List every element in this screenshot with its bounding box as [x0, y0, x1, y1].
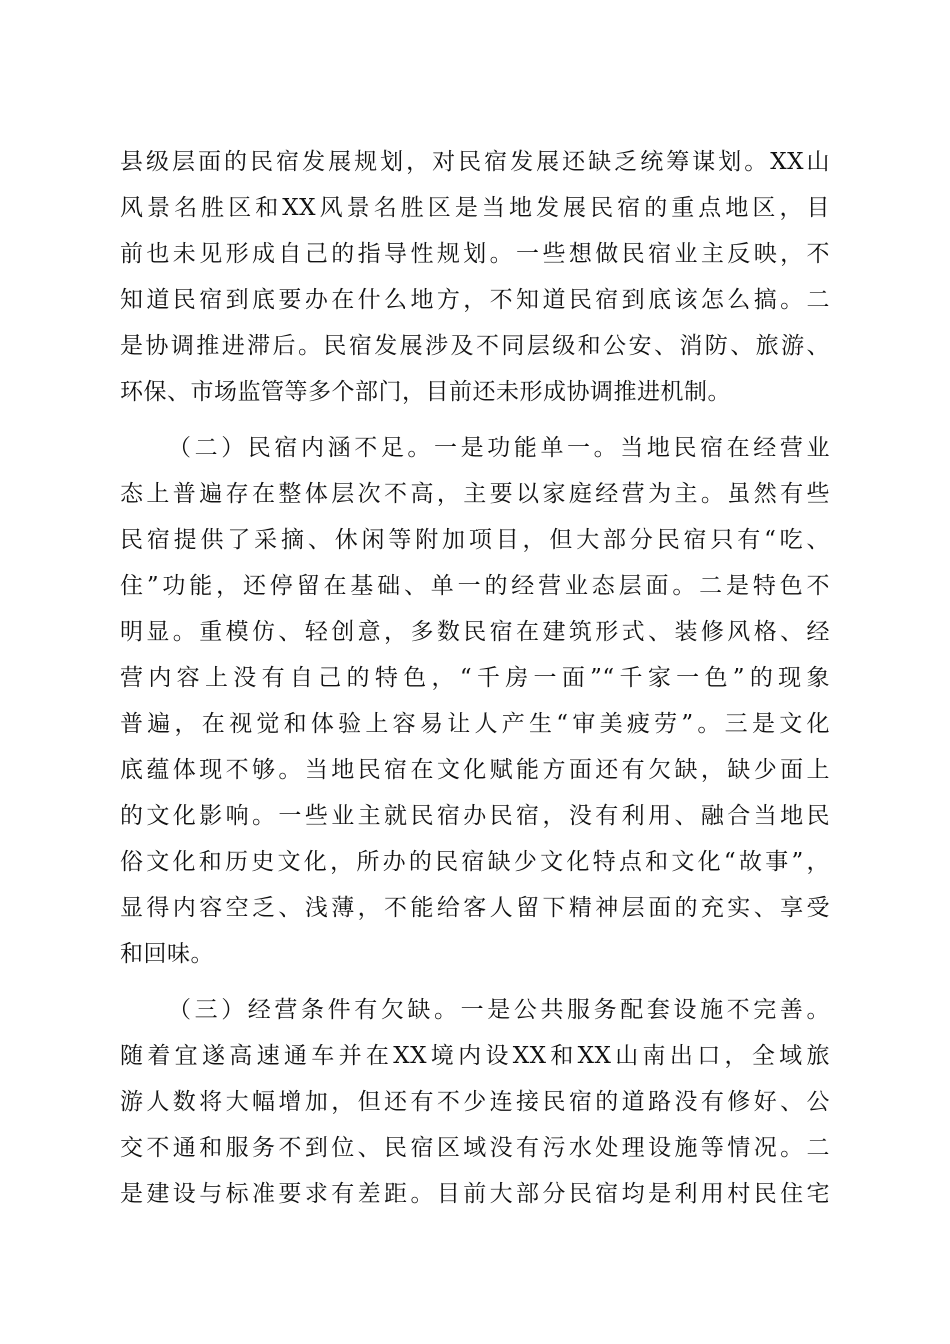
text-line: 环保、市场监管等多个部门，目前还未形成协调推进机制。: [120, 379, 731, 405]
text-line: 民宿提供了采摘、休闲等附加项目，但大部分民宿只有“吃、: [120, 527, 830, 553]
text-line: 营内容上没有自己的特色，“千房一面”“千家一色”的现象: [120, 665, 830, 691]
text-line: 是建设与标准要求有差距。目前大部分民宿均是利用村民住宅: [120, 1181, 830, 1207]
text-line: 是协调推进滞后。民宿发展涉及不同层级和公安、消防、旅游、: [120, 333, 830, 359]
text-line: 风景名胜区和XX风景名胜区是当地发展民宿的重点地区，目: [120, 195, 830, 221]
text-line: 明显。重模仿、轻创意，多数民宿在建筑形式、装修风格、经: [120, 619, 830, 645]
text-line: 底蕴体现不够。当地民宿在文化赋能方面还有欠缺，缺少面上: [120, 757, 830, 783]
paragraph-3: [120, 987, 830, 1217]
text-line: 游人数将大幅增加，但还有不少连接民宿的道路没有修好、公: [120, 1089, 830, 1115]
text-line: 显得内容空乏、浅薄，不能给客人留下精神层面的充实、享受: [120, 895, 830, 921]
text-line: 前也未见形成自己的指导性规划。一些想做民宿业主反映，不: [120, 241, 830, 267]
text-line: 县级层面的民宿发展规划，对民宿发展还缺乏统筹谋划。XX山: [120, 149, 830, 175]
section-heading-line: （三）经营条件有欠缺。一是公共服务配套设施不完善。: [168, 997, 830, 1023]
paragraph-2: [120, 425, 830, 977]
text-line: 随着宜遂高速通车并在XX境内设XX和XX山南出口，全域旅: [120, 1043, 830, 1069]
text-line: 的文化影响。一些业主就民宿办民宿，没有利用、融合当地民: [120, 803, 830, 829]
text-line: 俗文化和历史文化，所办的民宿缺少文化特点和文化“故事”，: [120, 849, 830, 875]
text-line: 知道民宿到底要办在什么地方，不知道民宿到底该怎么搞。二: [120, 287, 830, 313]
paragraph-1: [120, 139, 830, 415]
text-line: 住”功能，还停留在基础、单一的经营业态层面。二是特色不: [120, 573, 830, 599]
text-line: 和回味。: [120, 941, 214, 967]
document-body: [120, 139, 830, 1217]
text-line: 普遍，在视觉和体验上容易让人产生“审美疲劳”。三是文化: [120, 711, 830, 737]
section-heading-line: （二）民宿内涵不足。一是功能单一。当地民宿在经营业: [168, 435, 830, 461]
text-line: 态上普遍存在整体层次不高，主要以家庭经营为主。虽然有些: [120, 481, 830, 507]
text-line: 交不通和服务不到位、民宿区域没有污水处理设施等情况。二: [120, 1135, 830, 1161]
